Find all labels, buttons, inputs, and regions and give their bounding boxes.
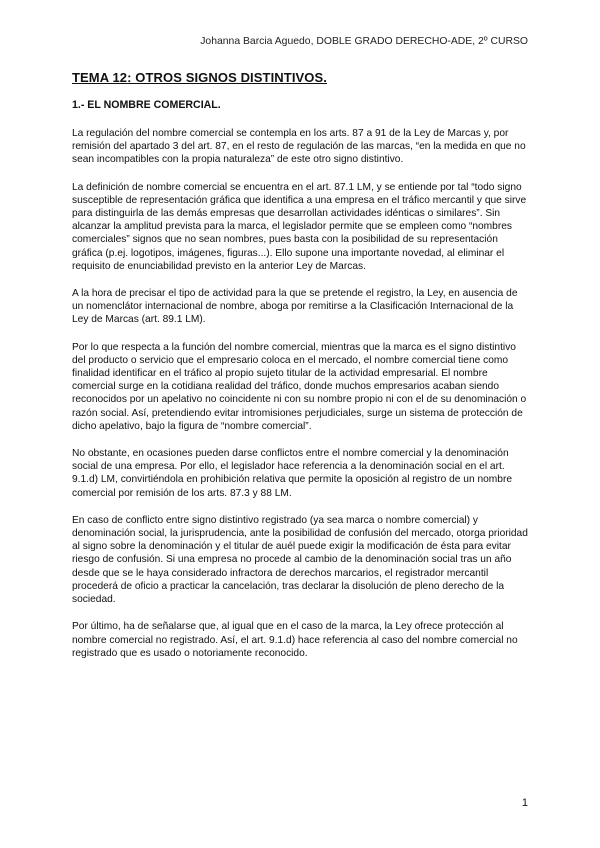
page-header: Johanna Barcia Aguedo, DOBLE GRADO DERECHO-ADE, 2º CURSO — [200, 36, 528, 47]
paragraph-function: Por lo que respecta a la función del nombre comercial, mientras que la marca es el signo distintivo del producto o servicio que el empresario coloca en el mercado, el nombre comercial tiene como finalidad identificar en el tráfico al propio sujeto titular de la actividad empresarial. El nombre comercial surge en la cotidiana realidad del tráfico, donde muchos empresarios acaban siendo reconocidos por un apelativo no coincidente ni con su nombre propio ni con el de su denominación o razón social. Así, pretendiendo evitar intromisiones perjudiciales, surge un sistema de protección de dicho apelativo, bajo la figura de “nombre comercial”. — [72, 341, 527, 432]
chapter-title: TEMA 12: OTROS SIGNOS DISTINTIVOS. — [72, 70, 328, 85]
document-body — [72, 70, 528, 674]
paragraph-classification: A la hora de precisar el tipo de actividad para la que se pretende el registro, la Ley, en ausencia de un nomenclátor internacional de nombre, aboga por remitirse a la Clasificación Internacional de la Ley de Marcas (art. 89.1 LM). — [72, 288, 518, 326]
paragraph-jurisprudence: En caso de conflicto entre signo distintivo registrado (ya sea marca o nombre comercial) y denominación social, la jurisprudencia, ante la posibilidad de confusión del mercado, otorga prioridad al signo sobre la denominación y el titular de auél puede exigir la modificación de ésta para evitar riesgo de confusión. Si una empresa no procede al cambio de la denominación social tras un año desde que se le haya considerado infractora de derechos marcarios, el registrador mercantil procederá de oficio a practicar la cancelación, tras declarar la disolución de pleno derecho de la sociedad. — [72, 514, 528, 606]
paragraph-regulation: La regulación del nombre comercial se contempla en los arts. 87 a 91 de la Ley de Marcas y, por remisión del apartado 3 del art. 87, en el resto de regulación de las marcas, “en la medida en que no sean incompatibles con la propia naturaleza” de este otro signo distintivo. — [72, 128, 526, 166]
page-number: 1 — [521, 797, 528, 809]
paragraph-definition: La definición de nombre comercial se encuentra en el art. 87.1 LM, y se entiende por tal “todo signo susceptible de representación gráfica que identifica a una empresa en el tráfico mercantil y que sirve para distinguirla de las demás empresas que desarrollan actividades idénticas o similares”. Sin alcanzar la amplitud prevista para la marca, el legislador permite que se empleen como “nombres comerciales” signos que no sean nombres, pues basta con la posibilidad de su representación gráfica (p.ej. logotipos, imágenes, figuras...). Ello supone una importante novedad, al eliminar el requisito de enunciabilidad previsto en la anterior Ley de Marcas. — [72, 181, 527, 272]
paragraph-conflicts: No obstante, en ocasiones pueden darse conflictos entre el nombre comercial y la denominación social de una empresa. Por ello, el legislador hace referencia a la denominación social en el art. 9.1.d) LM, convirtiéndola en prohibición relativa que permite la oposición al registro de un nombre comercial por remisión de los arts. 87.3 y 88 LM. — [72, 448, 513, 499]
section-heading: 1.- EL NOMBRE COMERCIAL. — [72, 99, 221, 111]
paragraph-unregistered: Por último, ha de señalarse que, al igual que en el caso de la marca, la Ley ofrece protección al nombre comercial no registrado. Así, el art. 9.1.d) hace referencia al caso del nombre comercial no registrado que es usado o notoriamente reconocido. — [72, 621, 518, 659]
